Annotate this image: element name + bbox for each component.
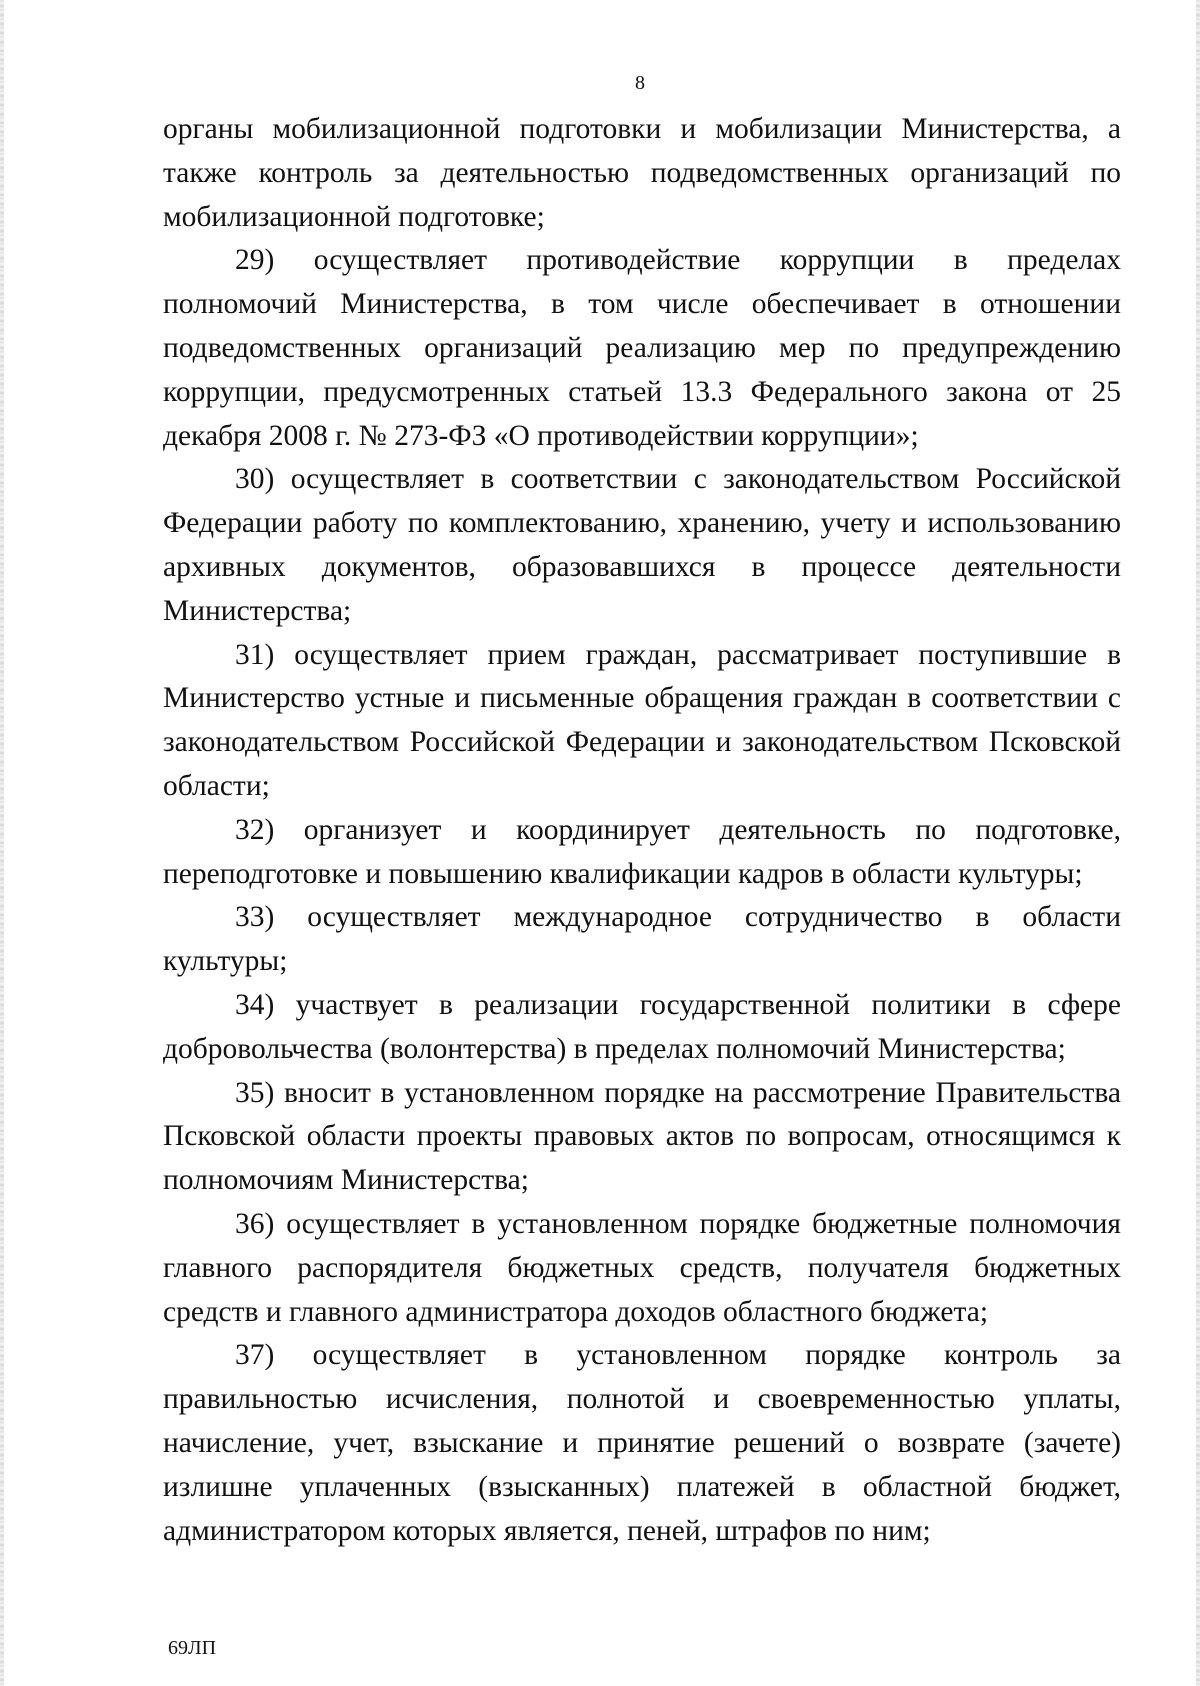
paragraph-item-33: 33) осуществляет международное сотрудничество в области культуры; bbox=[163, 901, 1121, 978]
paragraph-item-29: 29) осуществляет противодействие коррупции в пределах полномочий Министерства, в том числе обеспечивает в отношении подведомственных организаций реализацию мер по предупреждению коррупции, предусмотренных статьей 13.3 Федерального закона от 25 декабря 2008 г. № 273-ФЗ «О противодействии коррупции»; bbox=[163, 244, 1121, 452]
paragraph-item-35: 35) вносит в установленном порядке на рассмотрение Правительства Псковской области проекты правовых актов по вопросам, относящимся к полномочиям Министерства; bbox=[163, 1076, 1121, 1197]
document-body bbox=[163, 108, 1121, 1553]
paragraph-item-37: 37) осуществляет в установленном порядке контроль за правильностью исчисления, полнотой и своевременностью уплаты, начисление, учет, взыскание и принятие решений о возврате (зачете) излишне уплаченных (взысканных) платежей в областной бюджет, администратором которых является, пеней, штрафов по ним; bbox=[163, 1339, 1121, 1547]
paragraph-item-31: 31) осуществляет прием граждан, рассматривает поступившие в Министерство устные и письменные обращения граждан в соответствии с законодательством Российской Федерации и законодательством Псковской области; bbox=[163, 638, 1121, 802]
scan-edge-right bbox=[1196, 0, 1200, 1686]
scan-edge-left bbox=[0, 0, 4, 1686]
page-number: 8 bbox=[635, 72, 645, 94]
paragraph-item-30: 30) осуществляет в соответствии с законодательством Российской Федерации работу по комплектованию, хранению, учету и использованию архивных документов, образовавшихся в процессе деятельности Министерства; bbox=[163, 463, 1121, 627]
paragraph-continuation: органы мобилизационной подготовки и мобилизации Министерства, а также контроль за деятельностью подведомственных организаций по мобилизационной подготовке; bbox=[163, 113, 1121, 233]
paragraph-item-34: 34) участвует в реализации государственной политики в сфере добровольчества (волонтерства) в пределах полномочий Министерства; bbox=[163, 988, 1121, 1065]
paragraph-item-32: 32) организует и координирует деятельность по подготовке, переподготовке и повышению квалификации кадров в области культуры; bbox=[163, 813, 1121, 890]
paragraph-item-36: 36) осуществляет в установленном порядке бюджетные полномочия главного распорядителя бюджетных средств, получателя бюджетных средств и главного администратора доходов областного бюджета; bbox=[163, 1207, 1121, 1328]
document-code: 69ЛП bbox=[168, 1637, 217, 1659]
